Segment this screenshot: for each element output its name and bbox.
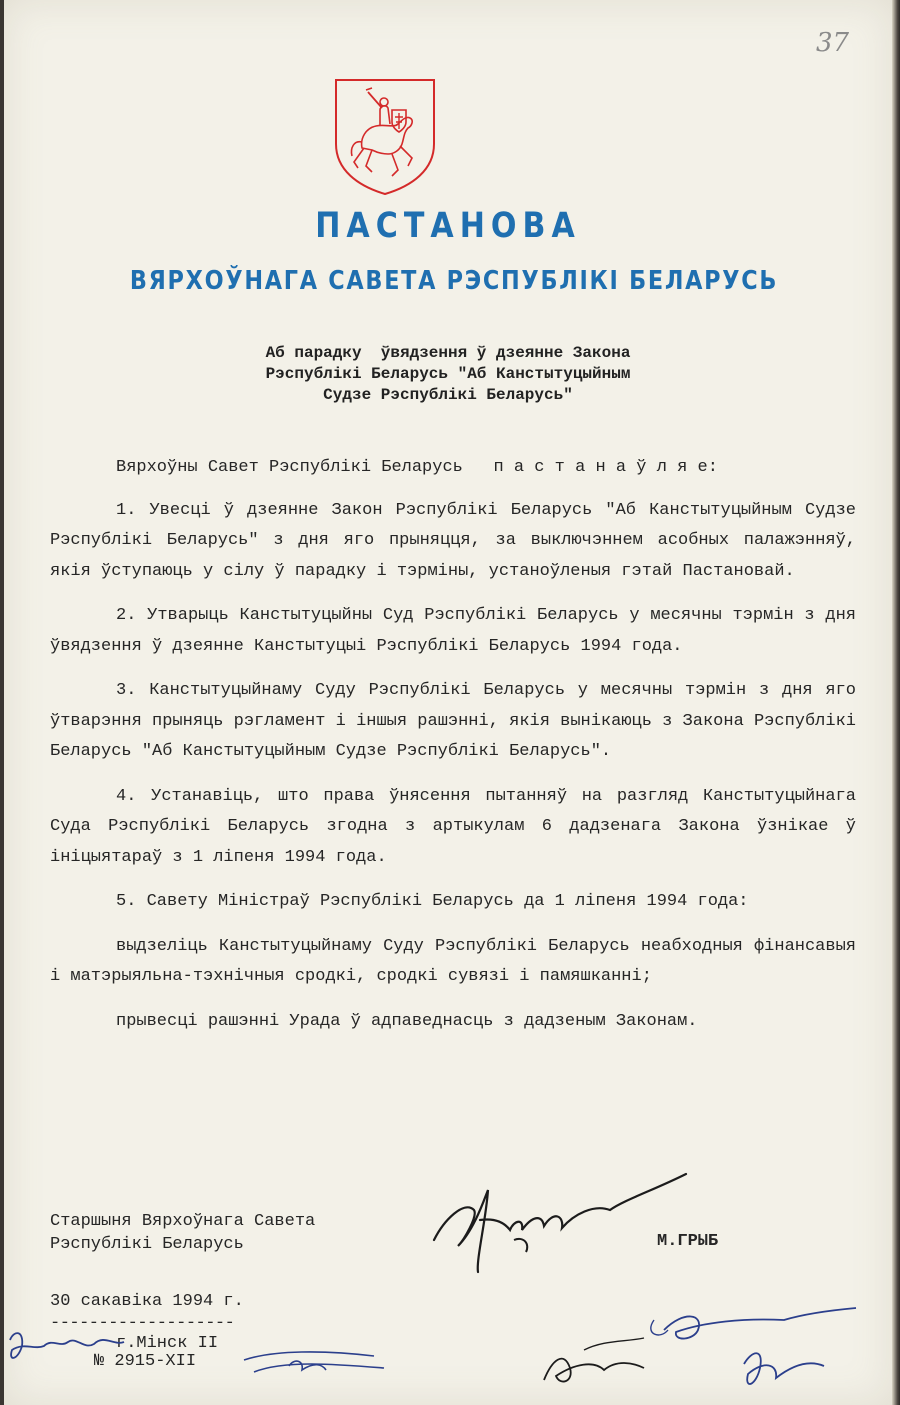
endorsement-signatures-icon	[4, 1290, 892, 1405]
document-body	[50, 453, 856, 1051]
document-issuer: ВЯРХОЎНАГА САВЕТА РЭСПУБЛІКІ БЕЛАРУСЬ	[129, 266, 779, 296]
clause-3: 3. Канстытуцыйнаму Суду Рэспублікі Беларусь у месячны тэрмін з дня яго ўтварэння прыняць рэгламент і іншыя рашэнні, якія вынікаюць з Закона Рэспублікі Беларусь "Аб Канстытуцыйным Судзе Рэспублікі Беларусь".	[50, 681, 856, 761]
place-suffix: II	[197, 1334, 219, 1353]
clause-1: 1. Увесці ў дзеянне Закон Рэспублікі Беларусь "Аб Канстытуцыйным Судзе Рэспублікі Беларусь" з дня яго прыняцця, за выключэннем асобных палажэнняў, якія ўступаюць у сілу ў парадку і тэрміны, устаноўленыя гэтай Пастановай.	[50, 500, 856, 581]
clause-5-item-1: выдзеліць Канстытуцыйнаму Суду Рэспублікі Беларусь неабходныя фінансавыя і матэрыяльна-тэхнічныя сродкі, сродкі сувязі і памяшканні;	[50, 936, 856, 986]
document-page	[4, 0, 892, 1405]
clause-5: 5. Савету Міністраў Рэспублікі Беларусь да 1 ліпеня 1994 года:	[116, 892, 749, 911]
subject-line: Рэспублікі Беларусь "Аб Канстытуцыйным	[265, 365, 631, 383]
handwritten-signature-icon	[414, 1160, 694, 1280]
signatory-position	[50, 1210, 315, 1256]
preamble: Вярхоўны Савет Рэспублікі Беларусь п а с т а н а ў л я е:	[116, 458, 718, 477]
signatory-position-line: Старшыня Вярхоўнага Савета	[50, 1212, 316, 1231]
archive-page-number: 37	[816, 28, 850, 58]
date-underline: -------------------	[50, 1314, 235, 1333]
clause-2: 2. Утварыць Канстытуцыйны Суд Рэспублікі Беларусь у месячны тэрмін з дня ўвядзення ў дзеянне Канстытуцыі Рэспублікі Беларусь 1994 года.	[50, 606, 856, 656]
document-subject	[4, 343, 892, 406]
document-date: 30 сакавіка 1994 г.	[50, 1292, 244, 1311]
registration-number: № 2915-XII	[94, 1352, 197, 1371]
subject-line: Судзе Рэспублікі Беларусь"	[323, 386, 573, 404]
signatory-position-line: Рэспублікі Беларусь	[50, 1235, 244, 1254]
page-edge-shadow	[892, 0, 900, 1405]
subject-line: Аб парадку ўвядзення ў дзеянне Закона	[265, 344, 631, 362]
pahonia-emblem-icon	[332, 78, 438, 196]
clause-5-item-2: прывесці рашэнні Урада ў адпаведнасць з дадзеным Законам.	[116, 1011, 698, 1031]
clause-4: 4. Устанавіць, што права ўнясення пытанняў на разгляд Канстытуцыйнага Суда Рэспублікі Беларусь згодна з артыкулам 6 дадзенага Закона ўзнікае ў ініцыятараў з 1 ліпеня 1994 года.	[50, 786, 856, 867]
place-name: г.Мінск	[116, 1334, 188, 1353]
signatory-name: М.ГРЫБ	[657, 1232, 719, 1251]
document-title: ПАСТАНОВА	[315, 206, 581, 246]
